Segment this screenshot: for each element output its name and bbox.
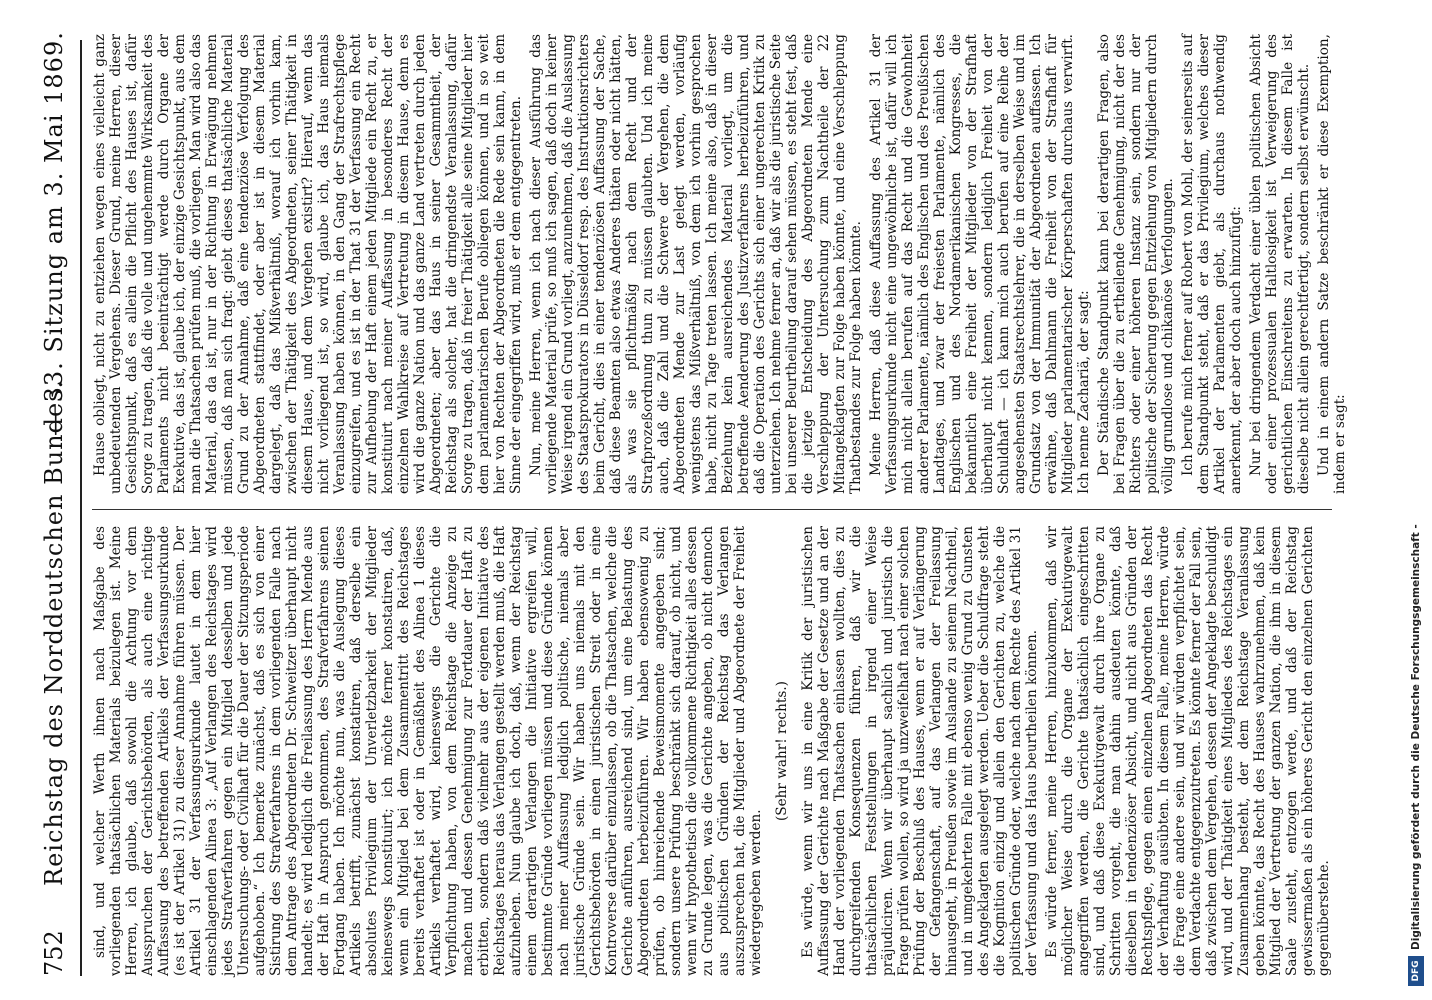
column-separator (92, 509, 1332, 510)
running-head-left: Reichstag des Norddeutschen Bundes. (40, 379, 68, 886)
digitization-stamp (1404, 10, 1428, 990)
dfg-logo (1408, 956, 1424, 986)
quotation: Der Ständische Standpunkt kann bei derartigen Fragen, also bei Fragen über die zu ertheilende Genehmigung, nicht der des Richters oder einer höheren Instanz sein, sondern nur der politische der Sicherung gegen Entziehung von Mitgliedern durch völlig grundlose und chikanöse Verfolgungen. (1096, 34, 1176, 494)
right-column (92, 34, 1348, 494)
running-head-right: — 33. Sitzung am 3. Mai 1869. (40, 31, 68, 436)
paragraph: Ich berufe mich ferner auf Robert von Mohl, der seinerseits auf dem Standpunkt steht, daß er das Privilegium, welches dieser Artikel der Parlamenten giebt, als durchaus nothwendig anerkennt, der aber doch auch hinzufügt: (1180, 34, 1244, 494)
paragraph: Es würde ferner, meine Herren, hinzukommen, daß wir möglicher Weise durch die Organe der Exekutivgewalt angegriffen werden, die Gerichte thatsächlich eingeschritten sind, und daß diese Exekutivgewalt durch ihre Organe zu Schritten vorgeht, die man dahin ausdeuten könnte, daß dieselben in tendenziöser Absicht, und nicht aus Gründen der Rechtspflege, gegen einen einzelnen Abgeordneten das Recht der Verhaftung ausübten. In diesem Falle, meine Herren, würde die Frage eine andere sein, und wir würden verpflichtet sein, dem Verdachte entgegenzutreten. Es könnte ferner der Fall sein, daß zwischen dem Vergehen, dessen der Angeklagte beschuldigt wird, und der Thätigkeit eines Mitgliedes des Reichstages ein Zusammenhang besteht, der dem Reichstage Veranlassung geben könnte, das Recht des Hauses wahrzunehmen, daß kein Mitglied der Vertretung der ganzen Nation, die ihm in diesem Saale zusteht, entzogen werde, und daß der Reichstag gewissermaßen als ein höheres Gericht den einzelnen Gerichten gegenüberstehe. (1044, 526, 1332, 976)
paragraph: Es würde, wenn wir uns in eine Kritik der juristischen Auffassung der Gerichte nach Maßgabe der Gesetze und an der Hand der vorliegenden Thatsachen einlassen wollten, dies zu durchgreifenden Konsequenzen führen, daß wir die thatsächlichen Feststellungen in irgend einer Weise präjudiciren. Wenn wir überhaupt sachlich und juristisch die Frage prüfen wollen, so wird ja unzweifelhaft nach einer solchen Prüfung der Beschluß des Hauses, wenn er auf Verlängerung der Gefangenschaft, auf das Verlangen der Freilassung hinausgeht, in Preußen sowie im Auslande zu seinem Nachtheil, und in umgekehrten Falle mit ebenso wenig Grund zu Gunsten des Angeklagten ausgelegt werden. Ueber die Schuldfrage steht die Kognition einzig und allein den Gerichten zu, welche die politischen Gründe oder, welche nach dem Rechte des Artikel 31 der Verfassung und das Haus beurtheilen können. (800, 526, 1040, 976)
running-head (36, 31, 72, 976)
page-number: 752 (40, 930, 68, 976)
paragraph: sind, und welcher Werth ihnen nach Maßgabe des vorliegenden thatsächlichen Materials beizulegen ist. Meine Herren, ich glaube, daß sowohl die Achtung vor dem Ausspruchen der Gerichtsbehörden, als auch eine richtige Auffassung des betreffenden Artikels der Verfassungsurkunde (es ist der Artikel 31) zu dieser Annahme führen müssen. Der Artikel 31 der Verfassungsurkunde lautet in dem hier einschlagenden Alinea 3: „Auf Verlangen des Reichstages wird jedes Strafverfahren gegen ein Mitglied desselben und jede Untersuchungs- oder Civilhaft für die Dauer der Sitzungsperiode aufgehoben.“ Ich bemerke zunächst, daß es sich von einer Sistirung des Strafverfahrens in dem vorliegenden Falle nach dem Antrage des Abgeordneten Dr. Schweitzer überhaupt nicht handelt; es wird lediglich die Freilassung des Herrn Mende aus der Haft in Anspruch genommen, des Strafverfahrens seinen Fortgang haben. Ich möchte nun, was die Auslegung dieses Artikels betrifft, zunächst konstatiren, daß derselbe ein absolutes Privilegium der Unverletzbarkeit der Mitglieder keineswegs konstituirt; ich möchte ferner konstatiren, daß, wenn ein Mitglied bei dem Zusammentritt des Reichstages bereits verhaftet ist oder in Gemäßheit des Alinea 1 dieses Artikels verhaftet wird, keineswegs die Gerichte die Verpflichtung haben, von dem Reichstage die Anzeige zu machen und dessen Genehmigung zur Fortdauer der Haft zu erbitten, sondern daß vielmehr aus der eigenen Initiative des Reichstages heraus das Verlangen gestellt werden muß, die Haft aufzuheben. Nun glaube ich doch, daß, wenn der Reichstag einem derartigen Verlangen die Initiative ergreifen will, bestimmte Gründe vorliegen müssen und diese Gründe können nach meiner Auffassung lediglich politische, niemals aber juristische Gründe sein. Wir haben uns niemals mit den Gerichtsbehörden in einen juristischen Streit oder in eine Kontroverse darüber einzulassen, ob die Thatsachen, welche die Gerichte anführen, ausreichend sind, um eine Belastung des Abgeordneten herbeizuführen. Wir haben ebensowenig zu prüfen, ob hinreichende Beweismomente angegeben sind; sondern unsere Prüfung beschränkt sich darauf, ob nicht, und wenn wir hypothetisch die vollkommene Richtigkeit alles dessen zu Grunde legen, was die Gerichte angeben, ob nicht dennoch aus politischen Gründen der Reichstag das Verlangen auszusprechen hat, die Mitglieder und Abgeordnete der Freiheit wiedergegeben werden. (92, 526, 764, 976)
left-column (92, 526, 1332, 976)
dfg-logo-text: DFG (1411, 960, 1421, 982)
paragraph: Und in einem andern Satze beschränkt er diese Exemption, indem er sagt: (1316, 34, 1348, 494)
paragraph: Nun, meine Herren, wenn ich nach dieser Ausführung das vorliegende Material prüfe, so muß ich sagen, daß doch in keiner Weise irgend ein Grund vorliegt, anzunehmen, daß die Auslassung des Staatsprokurators in Düsseldorf resp. des Instruktionsrichters beim Gericht, dies in einer tendenziösen Auffassung der Sache, daß diese Beamten also etwas Anderes thäten oder nicht hätten, als was sie pflichtmäßig nach dem Recht und der Strafprozeßordnung thun zu müssen glaubten. Und ich meine auch, daß die Zahl und die Schwere der Vergehen, die dem Abgeordneten Mende zur Last gelegt werden, vorläufig wenigstens das Mißverhältniß, von dem ich vorhin gesprochen habe, nicht zu Tage treten lassen. Ich meine also, daß in dieser Beziehung kein ausreichendes Material vorliegt, um die betreffende Aenderung des Justizverfahrens herbeizuführen, und daß die Operation des Gerichts sich einer ungerechten Kritik zu unterziehen. Ich nehme ferner an, daß wir als die juristische Seite bei unserer Beurtheilung darauf sehen müssen, es steht fest, daß die jetzige Entscheidung des Abgeordneten Mende eine Verschleppung der Untersuchung zum Nachtheile der 22 Mitangeklagten zur Folge haben könnte, und eine Verschleppung Thatbestandes zur Folge haben könnte. (528, 34, 864, 494)
digitization-notice: Digitalisierung gefördert durch die Deutsche Forschungsgemeinschaft - (1410, 524, 1422, 950)
interjection: (Sehr wahr! rechts.) (774, 681, 790, 821)
quotation: Nur bei dringendem Verdacht einer üblen politischen Absicht oder einer prozessualen Haltlosigkeit ist Verweigerung des gerichtlichen Einschreitens zu erwarten. In diesem Falle ist dieselbe nicht allein gerechtfertigt, sondern selbst erwünscht. (1248, 34, 1312, 494)
header-rule (80, 40, 82, 976)
paragraph: Meine Herren, daß diese Auffassung des Artikel 31 der Verfassungsurkunde nicht eine ungewöhnliche ist, dafür will ich mich nicht allein berufen auf das Recht und die Gewohnheit anderer Parlamente, nämlich des Englischen und des Preußischen Landtages, und zwar der freiesten Parlamente, nämlich des Englischen und des Nordamerikanischen Kongresses, die bekanntlich eine Freiheit der Mitglieder von der Strafhaft überhaupt nicht kennen, sondern lediglich Freiheit von der Schuldhaft — ich kann mich auch berufen auf eine Reihe der angesehensten Staatsrechtslehrer, die in derselben Weise und im Grundsatz von der Immunität der Abgeordneten auffassen. Ich erwähne, daß Dahlmann die Freiheit von der Strafhaft für Mitglieder parlamentarischer Körperschaften durchaus verwirft. Ich nenne Zachariä, der sagt: (868, 34, 1092, 494)
paragraph: Hause obliegt, nicht zu entziehen wegen eines vielleicht ganz unbedeutenden Vergehens. Dieser Grund, meine Herren, dieser Gesichtspunkt, daß es allein die Pflicht des Hauses ist, dafür Sorge zu tragen, daß die volle und ungehemmte Wirksamkeit des Parlaments nicht beeinträchtigt werde durch Organe der Exekutive, das ist, glaube ich, der einzige Gesichtspunkt, aus dem man die Thatsachen prüfen muß, die vorliegen. Man wird also das Material, das da ist, nur in der Richtung in Erwägung nehmen müssen, daß man sich fragt: giebt dieses thatsächliche Material Grund zu der Annahme, daß eine tendenziöse Verfolgung des Abgeordneten stattfindet, oder aber ist in diesem Material dargelegt, daß das Mißverhältniß, worauf ich vorhin kam, zwischen der Thätigkeit des Abgeordneten, seiner Thätigkeit in diesem Hause, und dem Vergehen existirt? Hierauf, wenn das nicht vorliegend ist, so wird, glaube ich, das Haus niemals Veranlassung haben können, in den Gang der Strafrechtspflege einzugreifen, und es ist in der That 31 der Verfassung ein Recht zur Aufhebung der Haft einem jeden Mitgliede ein Recht zu, er konstituirt nach meiner Auffassung in besonderes Recht der einzelnen Wahlkreise auf Vertretung in diesem Hause, denn es wird die ganze Nation und das ganze Land vertreten durch jeden Abgeordneten; aber das Haus in seiner Gesammtheit, der Reichstag als solcher, hat die dringendste Veranlassung, dafür Sorge zu tragen, daß in freier Thätigkeit alle seine Mitglieder hier dem parlamentarischen Berufe obliegen können, und in so weit hier von Rechten der Abgeordneten die Rede sein kann, in dem Sinne der eingegriffen wird, muß er dem entgegentreten. (92, 34, 524, 494)
